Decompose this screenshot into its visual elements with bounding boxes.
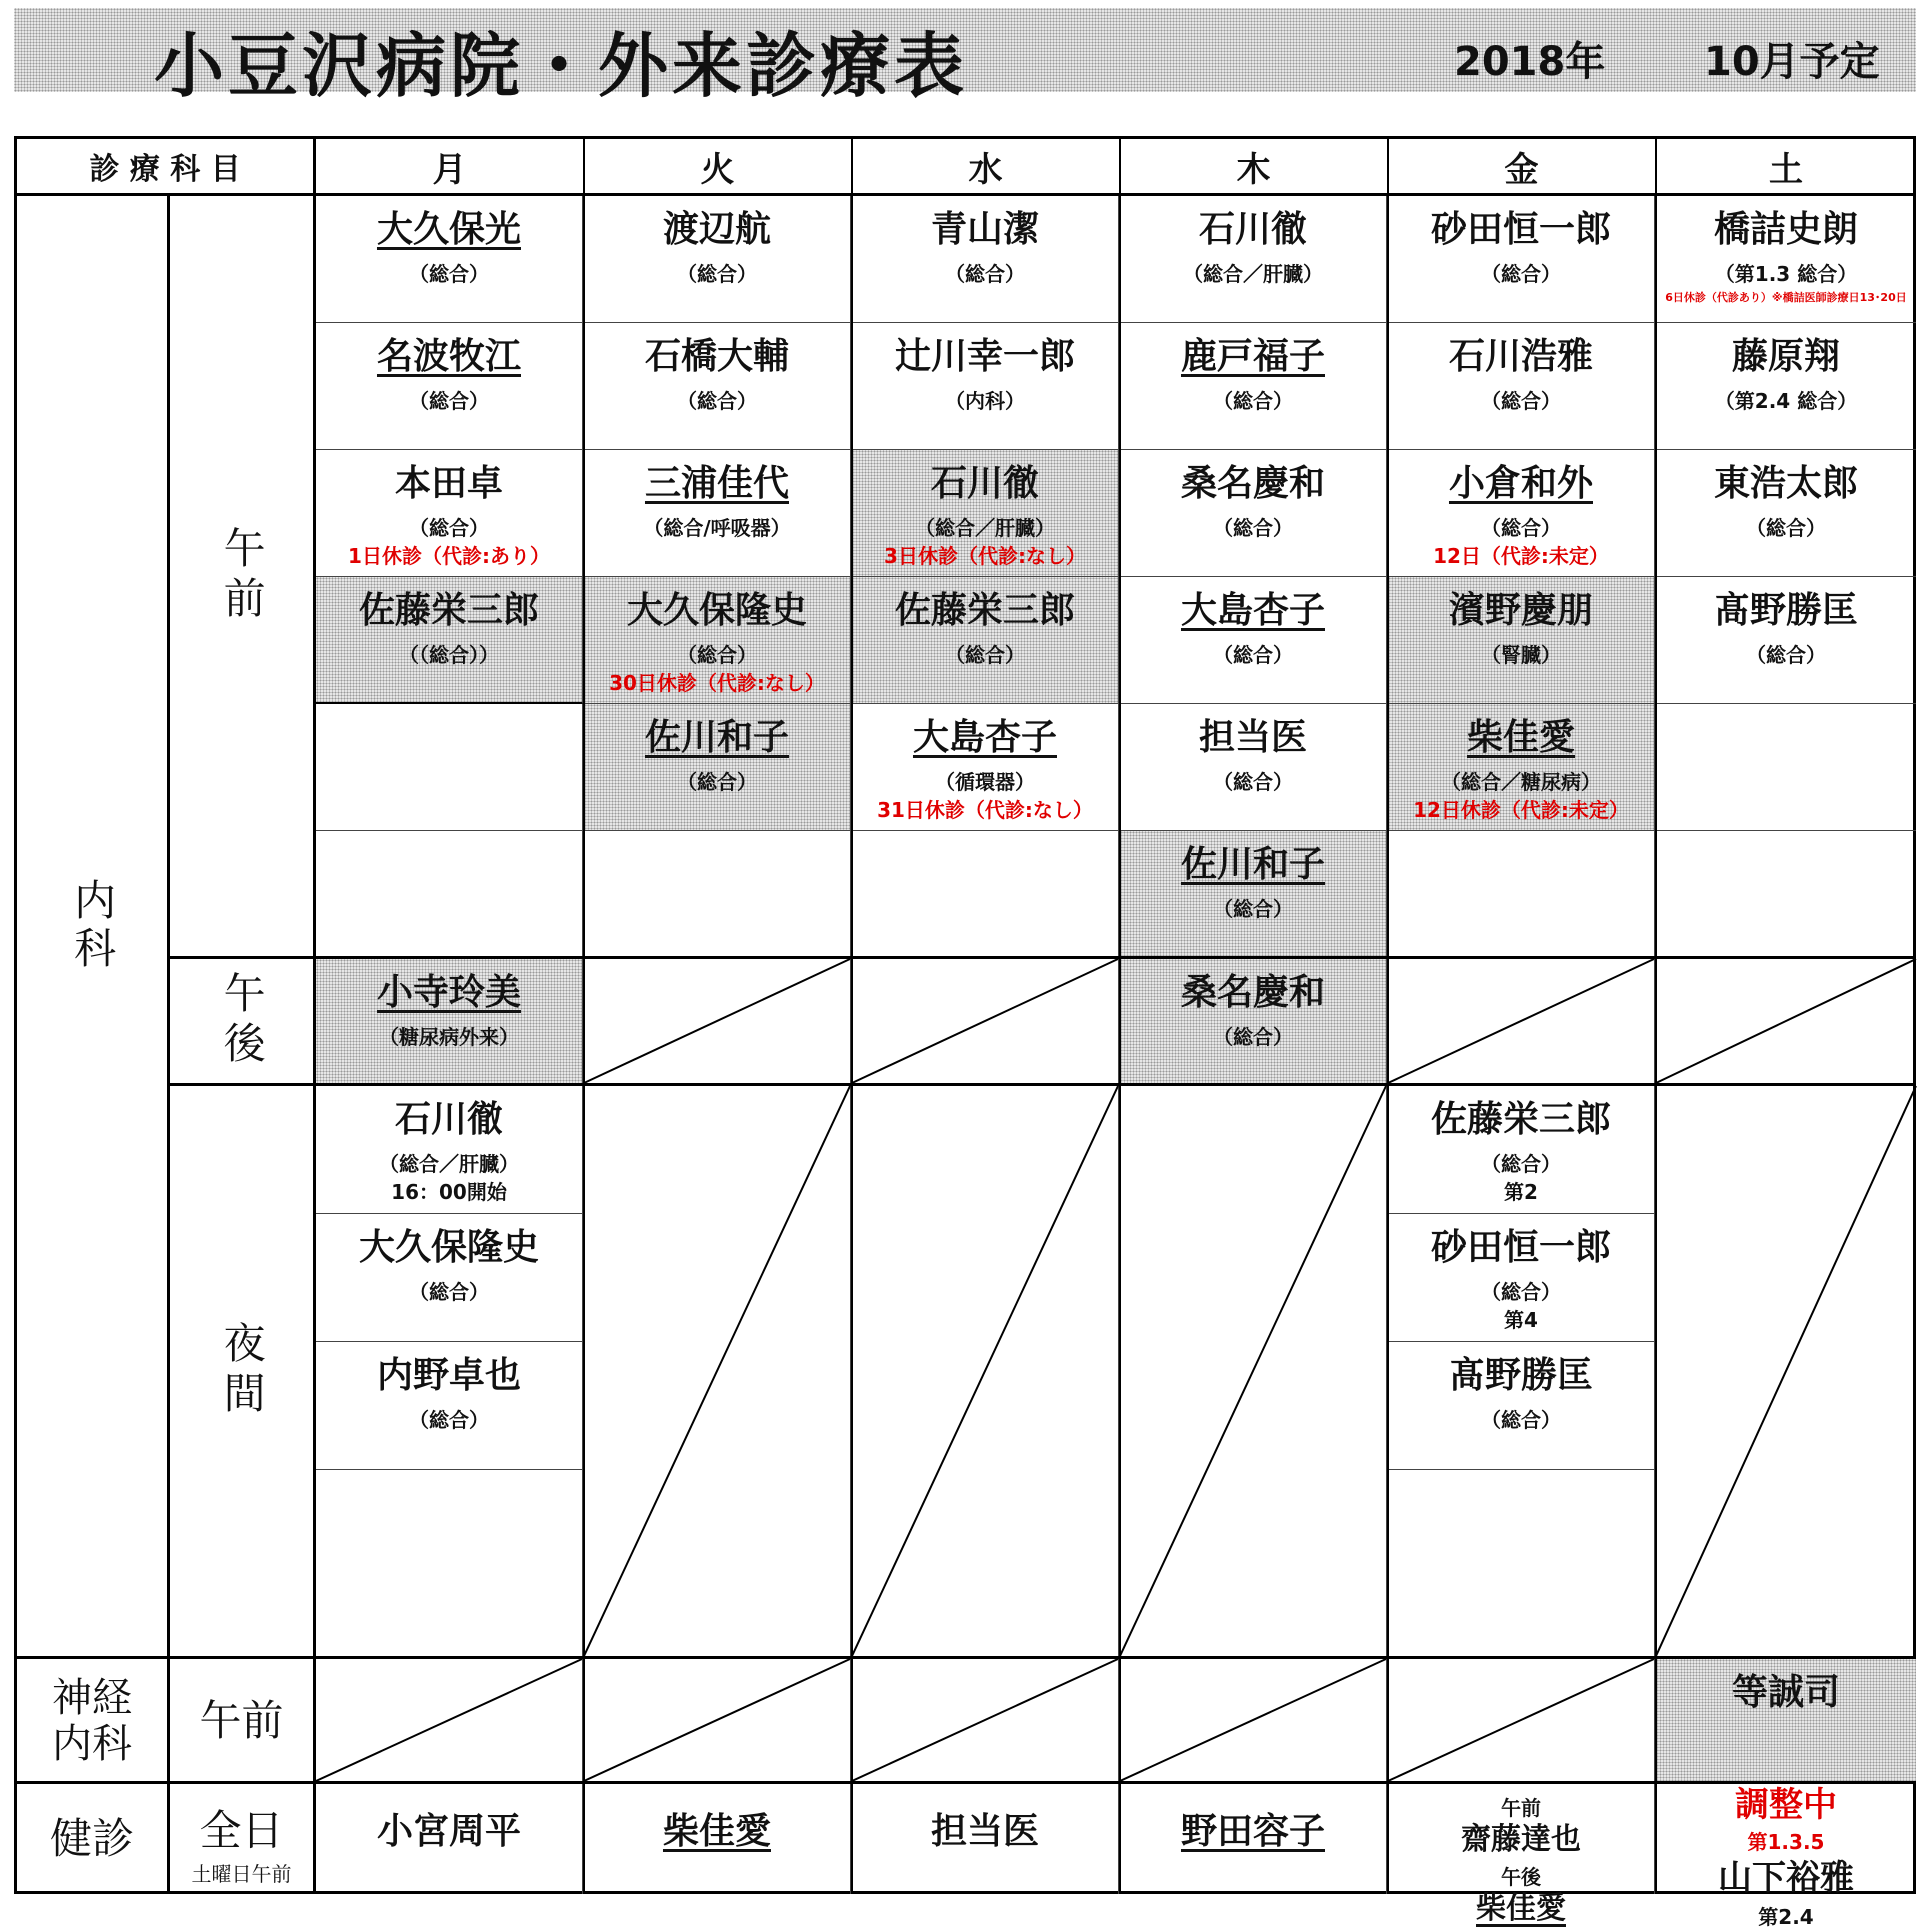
- day-divider: [1119, 139, 1121, 1894]
- shinkei-mon-closed: [316, 1659, 583, 1781]
- period-allday: [170, 1784, 313, 1894]
- absence-note: 31日休診（代診:なし）: [877, 798, 1093, 822]
- specialty: （総合）: [677, 262, 757, 286]
- doctor-name: 柴佳愛: [1466, 717, 1575, 758]
- specialty: （総合）: [1213, 643, 1293, 667]
- night-tue-closed: [584, 1086, 851, 1656]
- start-time: 16：00開始: [391, 1180, 507, 1204]
- day-header-tue: 火: [700, 149, 735, 190]
- doctor-name: 野田容子: [1180, 1811, 1325, 1852]
- am-wed-slot-3: [852, 450, 1119, 577]
- absence-note: 12日（代診:未定）: [1433, 544, 1609, 568]
- kenshin-fri: [1388, 1784, 1655, 1926]
- am-tue-slot-3: [584, 450, 851, 577]
- doctor-name: 小寺玲美: [376, 972, 521, 1013]
- specialty: （総合）: [945, 643, 1025, 667]
- am-mon-slot-2: [316, 323, 583, 450]
- shinkei-thu-closed: [1120, 1659, 1387, 1781]
- am-thu-slot-6: [1120, 831, 1387, 956]
- specialty: （総合）: [409, 1408, 489, 1432]
- status-adjusting: 調整中: [1735, 1785, 1837, 1825]
- am-fri-slot-4: [1388, 577, 1655, 704]
- night-sat-closed: [1656, 1086, 1916, 1656]
- doctor-name: 石川徹: [1198, 209, 1307, 250]
- closed-slash: [852, 1659, 1118, 1781]
- doctor-name: 砂田恒一郎: [1430, 209, 1611, 250]
- schedule-month: 10月予定: [1704, 39, 1880, 85]
- kenshin-thu: [1120, 1784, 1387, 1894]
- absence-note: 6日休診（代診あり）※橋詰医師診療日13･20日: [1665, 291, 1907, 304]
- specialty: （総合）: [409, 389, 489, 413]
- dept-kenshin: 健診: [49, 1813, 134, 1863]
- doctor-name: 小宮周平: [376, 1811, 521, 1852]
- doctor-name: 佐川和子: [1180, 844, 1325, 885]
- doctor-name: 等誠司: [1731, 1672, 1840, 1713]
- specialty: （総合）: [677, 389, 757, 413]
- day-header-fri: 金: [1504, 149, 1539, 190]
- pm-tue-closed: [584, 959, 851, 1083]
- specialty: （内科）: [945, 389, 1025, 413]
- doctor-name: 担当医: [930, 1811, 1039, 1852]
- dept-naika: 内科: [68, 878, 118, 974]
- specialty: （総合）: [409, 262, 489, 286]
- specialty: （総合）: [409, 1280, 489, 1304]
- kenshin-wed: [852, 1784, 1119, 1894]
- specialty: （第1.3 総合）: [1714, 262, 1858, 286]
- specialty: （総合）: [945, 262, 1025, 286]
- header-divider: [17, 193, 1916, 196]
- pm-fri-closed: [1388, 959, 1655, 1083]
- specialty: （総合）: [1481, 1408, 1561, 1432]
- pm-wed-closed: [852, 959, 1119, 1083]
- closed-slash: [584, 1659, 850, 1781]
- period-allday-note: 土曜日午前: [191, 1862, 292, 1886]
- doctor-name: 桑名慶和: [1180, 463, 1325, 504]
- label-divider: [313, 139, 316, 1894]
- fri-am-label: 午前: [1501, 1796, 1541, 1820]
- night-fri-slot-2: [1388, 1214, 1655, 1342]
- night-thu-closed: [1120, 1086, 1387, 1656]
- doctor-name: 担当医: [1198, 717, 1307, 758]
- day-header-sat: 土: [1769, 149, 1803, 190]
- doctor-name: 佐川和子: [644, 717, 789, 758]
- doctor-name: 砂田恒一郎: [1430, 1227, 1611, 1268]
- specialty: （総合/呼吸器）: [643, 516, 791, 540]
- dept-shinkei: 神経内科: [52, 1675, 132, 1767]
- specialty: （総合）: [1481, 516, 1561, 540]
- am-wed-slot-5: [852, 704, 1119, 831]
- doctor-name: 佐藤栄三郎: [894, 590, 1075, 631]
- doctor-name: 石川浩雅: [1448, 336, 1593, 377]
- am-fri-slot-3: [1388, 450, 1655, 577]
- am-thu-slot-4: [1120, 577, 1387, 704]
- subject-header: 診 療 科 目: [89, 152, 241, 187]
- night-mon-slot-1: [316, 1086, 583, 1214]
- doctor-name: 大島杏子: [1180, 590, 1325, 631]
- am-sat-slot-2: [1656, 323, 1916, 450]
- day-header-thu: 木: [1236, 149, 1271, 190]
- day-divider: [583, 139, 585, 1894]
- am-mon-slot-5: [316, 704, 583, 831]
- night-fri-slot-3: [1388, 1342, 1655, 1470]
- am-thu-slot-5: [1120, 704, 1387, 831]
- night-wed-closed: [852, 1086, 1119, 1656]
- doctor-name: 藤原翔: [1731, 336, 1840, 377]
- doctor-name: 石橋大輔: [644, 336, 789, 377]
- specialty: （総合）: [1481, 389, 1561, 413]
- pm-night-divider: [167, 1083, 1916, 1086]
- am-fri-slot-2: [1388, 323, 1655, 450]
- doctor-name: 髙野勝匡: [1448, 1355, 1593, 1396]
- specialty: （総合／糖尿病）: [1441, 770, 1601, 794]
- shinkei-sat: [1656, 1659, 1916, 1781]
- pm-thu: [1120, 959, 1387, 1083]
- specialty: （総合）: [1746, 643, 1826, 667]
- specialty: （総合）: [1213, 389, 1293, 413]
- am-fri-slot-5: [1388, 704, 1655, 831]
- doctor-name: 大久保隆史: [358, 1227, 539, 1268]
- doctor-name: 橋詰史朗: [1713, 209, 1858, 250]
- closed-slash: [1656, 959, 1916, 1083]
- doctor-name: 柴佳愛: [1476, 1891, 1566, 1926]
- doctor-name: 佐藤栄三郎: [1430, 1099, 1611, 1140]
- closed-slash: [852, 959, 1118, 1083]
- am-tue-slot-5: [584, 704, 851, 831]
- specialty: （総合）: [677, 643, 757, 667]
- specialty: （総合）: [1481, 1152, 1561, 1176]
- am-tue-slot-2: [584, 323, 851, 450]
- closed-slash: [1656, 1086, 1916, 1656]
- am-thu-slot-1: [1120, 196, 1387, 323]
- specialty: （総合）: [677, 770, 757, 794]
- doctor-name: 小倉和外: [1448, 463, 1593, 504]
- specialty: （総合）: [409, 516, 489, 540]
- am-mon-slot-3: [316, 450, 583, 577]
- specialty: （総合／肝臓）: [915, 516, 1055, 540]
- doctor-name: 桑名慶和: [1180, 972, 1325, 1013]
- closed-slash: [1120, 1659, 1386, 1781]
- doctor-name: 柴佳愛: [662, 1811, 771, 1852]
- doctor-name: 石川徹: [930, 463, 1039, 504]
- specialty: （総合）: [1481, 1280, 1561, 1304]
- doctor-name: 内野卓也: [376, 1355, 521, 1396]
- doctor-name: 東浩太郎: [1713, 463, 1858, 504]
- doctor-name: 濱野慶朋: [1448, 590, 1593, 631]
- page-title: 小豆沢病院・外来診療表: [154, 25, 968, 107]
- closed-slash: [852, 1086, 1118, 1656]
- period-am: 午前: [217, 526, 267, 626]
- doctor-name: 山下裕雅: [1718, 1858, 1854, 1898]
- specialty: （腎臓）: [1481, 643, 1561, 667]
- am-thu-slot-3: [1120, 450, 1387, 577]
- specialty: （総合／肝臓）: [379, 1152, 519, 1176]
- night-fri-slot-4: [1388, 1470, 1655, 1656]
- doctor-name: 大島杏子: [912, 717, 1057, 758]
- doctor-name: 大久保光: [376, 209, 521, 250]
- shinkei-kenshin-divider: [17, 1781, 1916, 1784]
- specialty: （（総合））: [399, 643, 499, 667]
- night-mon-slot-4: [316, 1470, 583, 1656]
- closed-slash: [1388, 1659, 1654, 1781]
- specialty: （総合）: [1213, 770, 1293, 794]
- fri-pm-label: 午後: [1501, 1865, 1541, 1889]
- pm-mon: [316, 959, 583, 1083]
- week-note: 第4: [1504, 1308, 1538, 1332]
- header-banner: [14, 8, 1916, 107]
- am-fri-slot-6: [1388, 831, 1655, 956]
- specialty: （第2.4 総合）: [1714, 389, 1858, 413]
- shinkei-wed-closed: [852, 1659, 1119, 1781]
- am-wed-slot-6: [852, 831, 1119, 956]
- doctor-name: 名波牧江: [376, 336, 521, 377]
- am-tue-slot-1: [584, 196, 851, 323]
- kenshin-mon: [316, 1784, 583, 1894]
- schedule-table: [14, 136, 1916, 1929]
- am-thu-slot-2: [1120, 323, 1387, 450]
- am-sat-slot-3: [1656, 450, 1916, 577]
- am-mon-slot-6: [316, 831, 583, 956]
- day-header-mon: 月: [432, 149, 467, 190]
- am-fri-slot-1: [1388, 196, 1655, 323]
- am-sat-slot-1: [1656, 196, 1916, 323]
- absence-note: 12日休診（代診:未定）: [1413, 798, 1629, 822]
- am-tue-slot-4: [584, 577, 851, 704]
- night-fri-slot-1: [1388, 1086, 1655, 1214]
- night-mon-slot-2: [316, 1214, 583, 1342]
- day-divider: [1655, 139, 1657, 1894]
- closed-slash: [1120, 1086, 1386, 1656]
- naika-shinkei-divider: [17, 1656, 1916, 1659]
- week-note: 第2.4: [1758, 1905, 1814, 1929]
- doctor-name: 佐藤栄三郎: [358, 590, 539, 631]
- doctor-name: 鹿戸福子: [1180, 336, 1325, 377]
- absence-note: 3日休診（代診:なし）: [884, 544, 1086, 568]
- kenshin-sat: [1656, 1784, 1916, 1929]
- schedule-year: 2018年: [1454, 39, 1606, 85]
- dept-divider: [167, 196, 170, 1894]
- specialty: （総合／肝臓）: [1183, 262, 1323, 286]
- pm-sat-closed: [1656, 959, 1916, 1083]
- am-mon-slot-4: [316, 577, 583, 704]
- week-note: 第2: [1504, 1180, 1538, 1204]
- shinkei-fri-closed: [1388, 1659, 1655, 1781]
- doctor-name: 髙野勝匡: [1713, 590, 1858, 631]
- doctor-name: 大久保隆史: [626, 590, 807, 631]
- specialty: （総合）: [1213, 1025, 1293, 1049]
- am-pm-divider: [167, 956, 1916, 959]
- week-note: 第1.3.5: [1747, 1830, 1825, 1854]
- am-wed-slot-2: [852, 323, 1119, 450]
- am-tue-slot-6: [584, 831, 851, 956]
- am-sat-slot-6: [1656, 831, 1916, 956]
- am-wed-slot-1: [852, 196, 1119, 323]
- am-mon-slot-1: [316, 196, 583, 323]
- doctor-name: 石川徹: [394, 1099, 503, 1140]
- absence-note: 30日休診（代診:なし）: [609, 671, 825, 695]
- doctor-name: 辻川幸一郎: [894, 336, 1075, 377]
- specialty: （総合）: [1746, 516, 1826, 540]
- doctor-name: 渡辺航: [662, 209, 771, 250]
- day-divider: [851, 139, 853, 1894]
- doctor-name: 青山潔: [930, 209, 1039, 250]
- day-header-wed: 水: [968, 149, 1003, 190]
- doctor-name: 本田卓: [394, 463, 503, 504]
- shinkei-tue-closed: [584, 1659, 851, 1781]
- specialty: （総合）: [1481, 262, 1561, 286]
- period-night: 夜間: [217, 1321, 267, 1421]
- night-mon-slot-3: [316, 1342, 583, 1470]
- period-allday-label: 全日: [199, 1806, 284, 1855]
- period-shinkei-am: 午前: [199, 1695, 284, 1745]
- specialty: （総合）: [1213, 516, 1293, 540]
- closed-slash: [316, 1659, 582, 1781]
- closed-slash: [584, 959, 850, 1083]
- kenshin-tue: [584, 1784, 851, 1894]
- specialty: （糖尿病外来）: [379, 1025, 519, 1049]
- doctor-name: 三浦佳代: [644, 463, 789, 504]
- specialty: （循環器）: [935, 770, 1035, 794]
- am-wed-slot-4: [852, 577, 1119, 704]
- closed-slash: [1388, 959, 1654, 1083]
- absence-note: 1日休診（代診:あり）: [348, 544, 550, 568]
- closed-slash: [584, 1086, 850, 1656]
- period-pm: 午後: [217, 971, 267, 1071]
- am-sat-slot-4: [1656, 577, 1916, 704]
- specialty: （総合）: [1213, 897, 1293, 921]
- doctor-name: 齋藤達也: [1461, 1822, 1581, 1857]
- am-sat-slot-5: [1656, 704, 1916, 831]
- day-divider: [1387, 139, 1389, 1894]
